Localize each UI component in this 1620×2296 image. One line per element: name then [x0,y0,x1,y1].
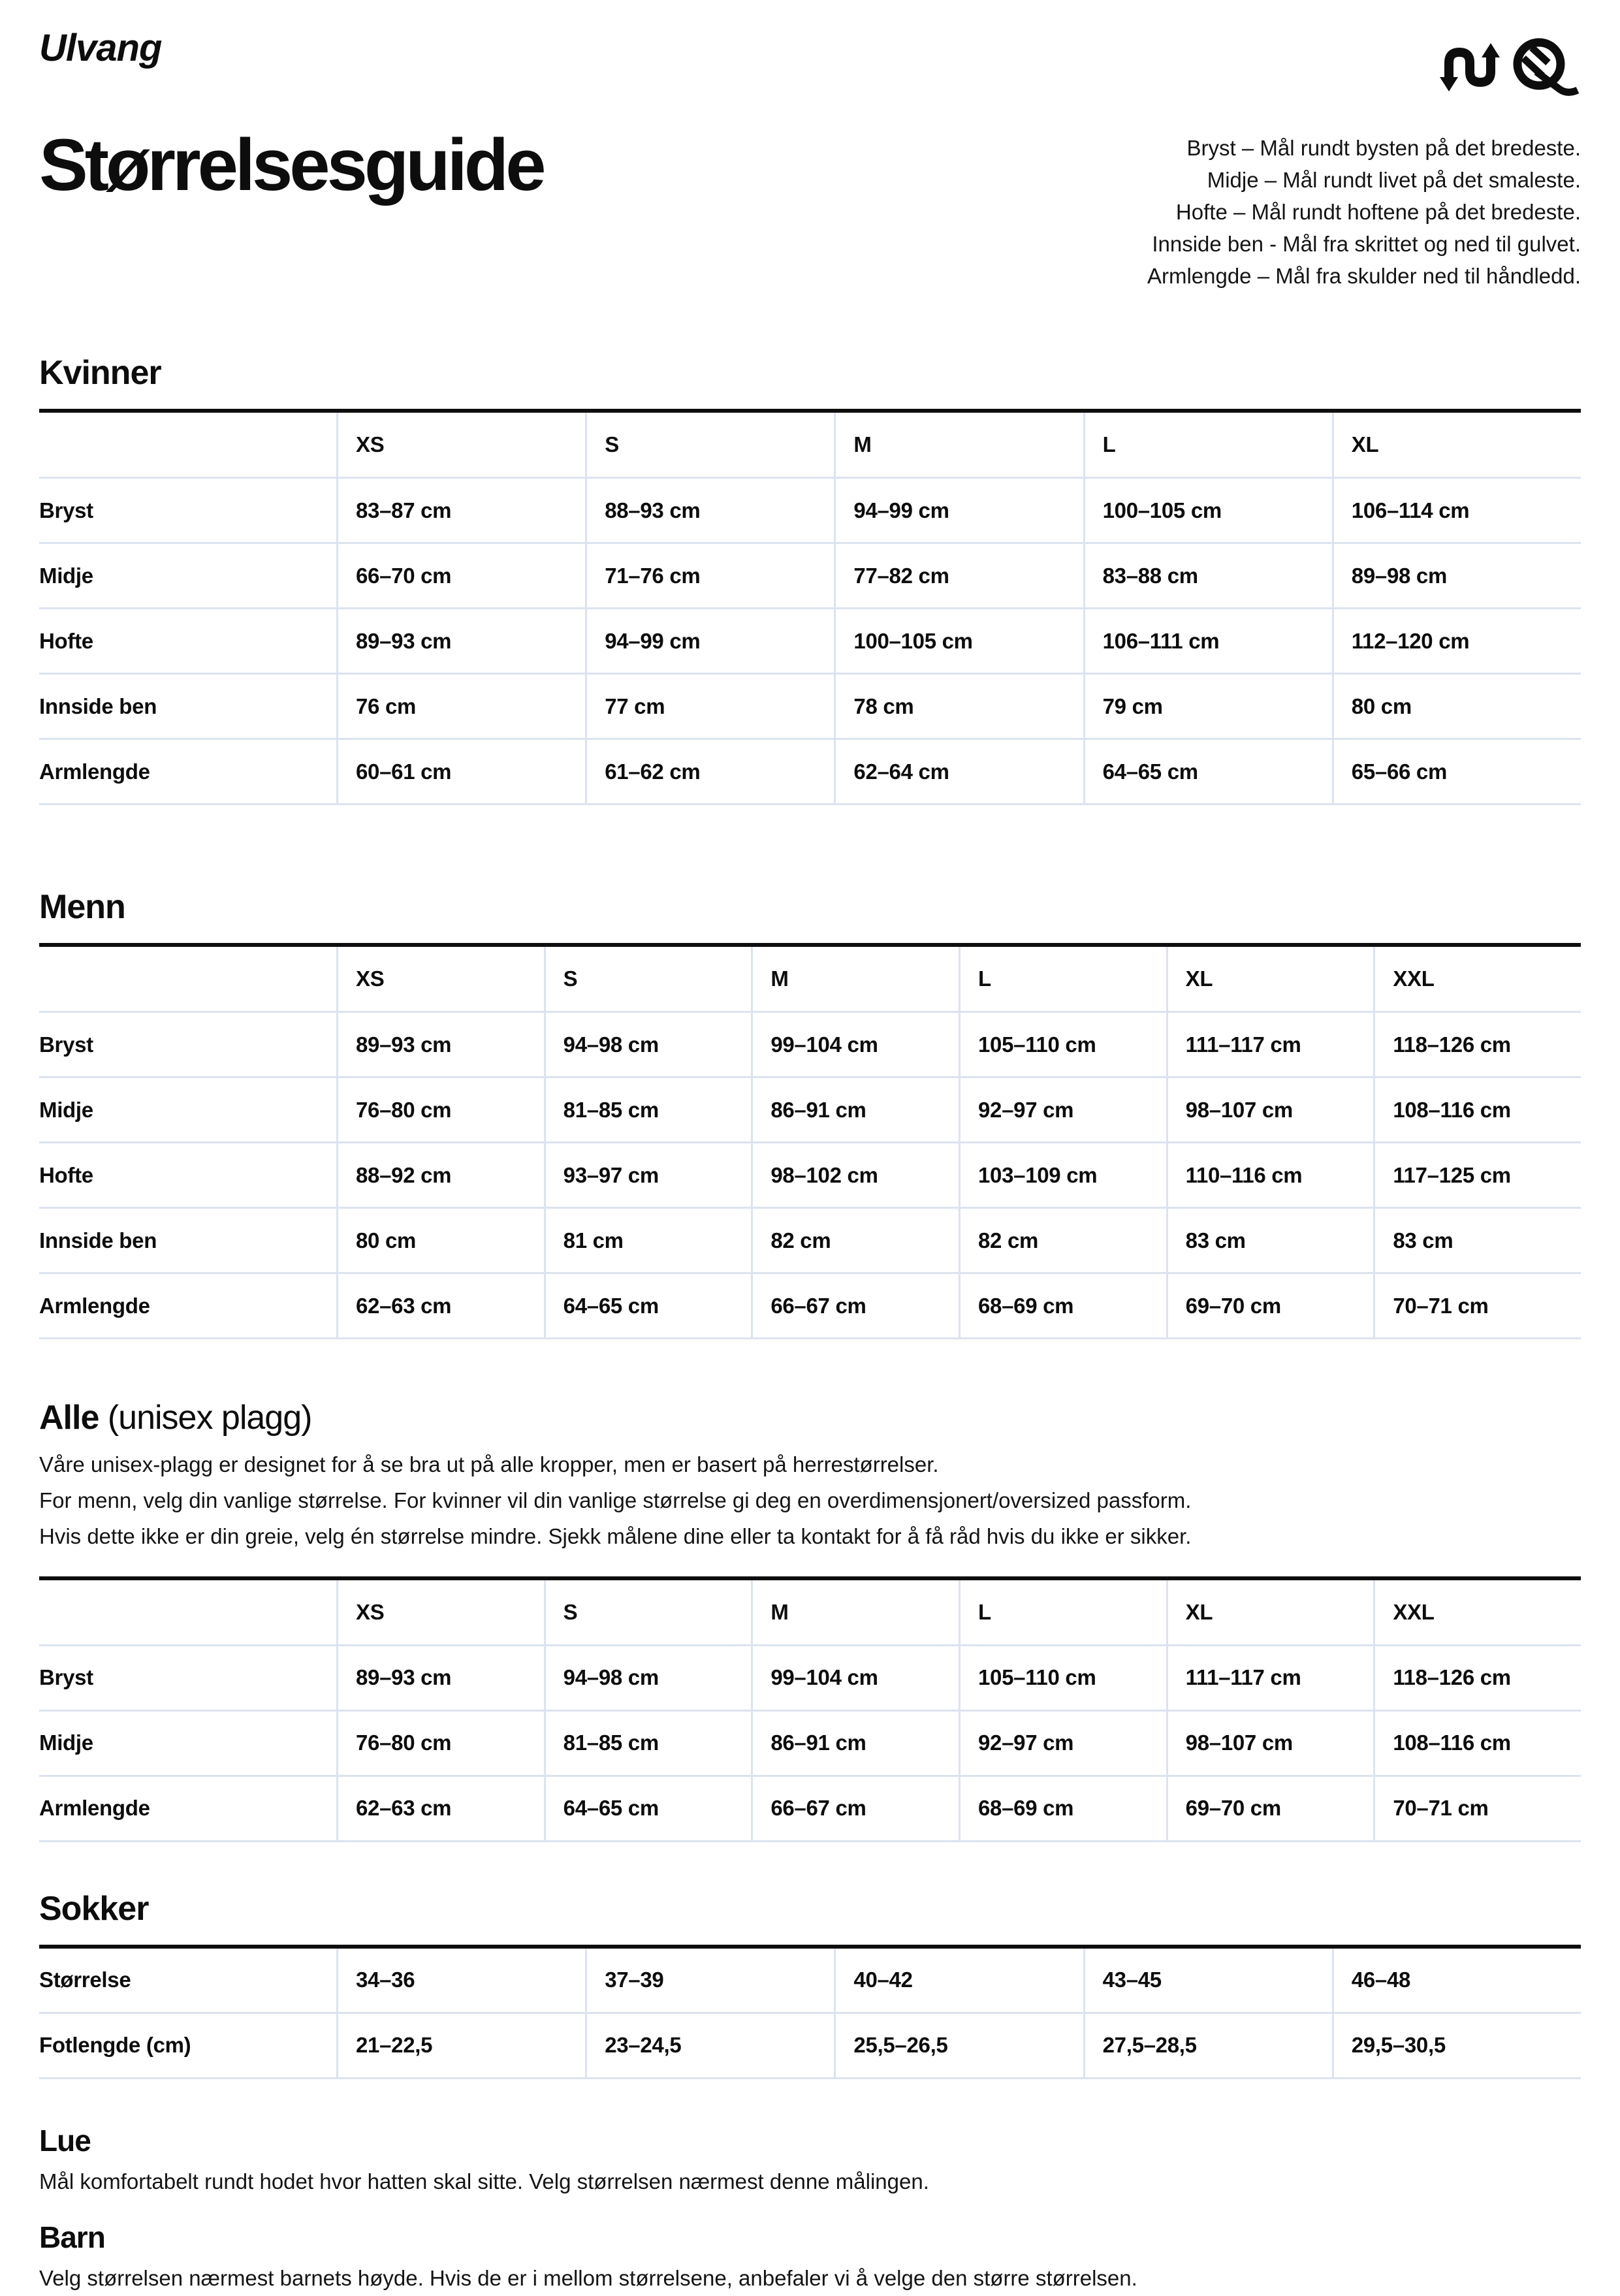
size-column-header: M [751,1580,959,1644]
size-value-cell: 86–91 cm [751,1712,959,1775]
size-value-cell: 40–42 [834,1949,1083,2012]
size-value-cell: 81–85 cm [544,1712,752,1775]
table-header-row [39,947,1581,1013]
alle-heading [39,1399,1581,1437]
sokker-heading: Sokker [39,1889,149,1928]
size-value-cell: 82 cm [751,1209,959,1272]
section-menn [39,889,1581,1339]
row-label: Midje [39,1730,93,1755]
size-value-cell: 94–99 cm [834,479,1083,542]
size-value-cell: 68–69 cm [959,1777,1166,1840]
size-value-cell: 103–109 cm [959,1143,1166,1207]
size-value-cell: 100–105 cm [1083,479,1332,542]
size-value-cell: 108–116 cm [1373,1078,1581,1141]
size-value-cell: 80 cm [336,1209,544,1272]
lue-heading: Lue [39,2123,91,2158]
size-value-cell: 111–117 cm [1166,1646,1374,1710]
table-row [39,479,1581,544]
row-label: Bryst [39,1032,93,1057]
size-value-cell: 71–76 cm [585,544,834,607]
size-value-cell: 89–93 cm [336,1013,544,1076]
size-value-cell: 93–97 cm [544,1143,752,1207]
table-header-row [39,1580,1581,1646]
alle-description-line: Våre unisex-plagg er designet for å se bra ut på alle kropper, men er basert på herrestørrelser. [39,1452,939,1476]
size-value-cell: 98–107 cm [1166,1712,1374,1775]
size-column-header: XS [336,1580,544,1644]
size-value-cell: 68–69 cm [959,1274,1166,1337]
size-column-header: XS [336,413,585,477]
table-row [39,1143,1581,1209]
size-value-cell: 76–80 cm [336,1078,544,1141]
size-value-cell: 81 cm [544,1209,752,1272]
size-column-header: S [544,1580,752,1644]
page-title: Størrelsesguide [39,124,543,206]
table-row [39,2014,1581,2079]
size-value-cell: 83–88 cm [1083,544,1332,607]
size-column-header: M [751,947,959,1011]
size-value-cell: 27,5–28,5 [1083,2014,1332,2077]
size-value-cell: 64–65 cm [1083,740,1332,803]
measure-instruction-line: Hofte – Mål rundt hoftene på det bredeste. [1175,200,1581,224]
size-value-cell: 37–39 [585,1949,834,2012]
size-value-cell: 62–64 cm [834,740,1083,803]
size-value-cell: 82 cm [959,1209,1166,1272]
table-row [39,544,1581,609]
table-row [39,1209,1581,1274]
size-value-cell: 98–102 cm [751,1143,959,1207]
size-value-cell: 62–63 cm [336,1274,544,1337]
size-value-cell: 88–93 cm [585,479,834,542]
measure-instruction-line: Bryst – Mål rundt bysten på det bredeste. [1186,136,1581,160]
size-value-cell: 23–24,5 [585,2014,834,2077]
table-row [39,1013,1581,1078]
size-value-cell: 94–98 cm [544,1646,752,1710]
row-label: Størrelse [39,1968,131,1992]
title-row [39,124,1581,292]
size-column-header: XL [1332,413,1581,477]
barn-heading: Barn [39,2220,105,2254]
size-column-header: XXL [1373,947,1581,1011]
row-label: Innside ben [39,1228,157,1252]
size-value-cell: 76 cm [336,675,585,738]
size-value-cell: 100–105 cm [834,609,1083,673]
row-label: Armlengde [39,1796,150,1821]
kvinner-table [39,409,1581,805]
table-row [39,1078,1581,1143]
row-label: Innside ben [39,694,157,718]
size-column-header: XL [1166,1580,1374,1644]
size-value-cell: 92–97 cm [959,1078,1166,1141]
barn-text: Velg størrelsen nærmest barnets høyde. Hvis de er i mellom størrelsene, anbefaler vi å velge den større størrelsen. [39,2265,1137,2290]
size-column-header: M [834,413,1083,477]
size-value-cell: 69–70 cm [1166,1777,1374,1840]
measure-instruction-line: Innside ben - Mål fra skrittet og ned til gulvet. [1152,232,1581,256]
route-arrows-icon [1435,37,1500,97]
size-value-cell: 99–104 cm [751,1646,959,1710]
lue-text: Mål komfortabelt rundt hodet hvor hatten skal sitte. Velg størrelsen nærmest denne målingen. [39,2169,929,2193]
table-row [39,1777,1581,1842]
size-column-header: XS [336,947,544,1011]
size-value-cell: 106–114 cm [1332,479,1581,542]
size-value-cell: 77 cm [585,675,834,738]
corner-cell [39,1580,336,1644]
table-row [39,675,1581,740]
size-value-cell: 92–97 cm [959,1712,1166,1775]
size-value-cell: 46–48 [1332,1949,1581,2012]
kvinner-heading: Kvinner [39,354,161,392]
size-value-cell: 78 cm [834,675,1083,738]
row-label: Bryst [39,498,93,522]
size-value-cell: 112–120 cm [1332,609,1581,673]
brand-icons [1435,27,1581,97]
size-column-header: L [959,947,1166,1011]
size-column-header: XXL [1373,1580,1581,1644]
size-column-header: XL [1166,947,1374,1011]
size-value-cell: 89–98 cm [1332,544,1581,607]
size-value-cell: 66–67 cm [751,1274,959,1337]
size-value-cell: 94–99 cm [585,609,834,673]
size-value-cell: 108–116 cm [1373,1712,1581,1775]
measure-instruction-line: Midje – Mål rundt livet på det smaleste. [1207,168,1581,192]
size-column-header: L [1083,413,1332,477]
alle-description-line: For menn, velg din vanlige størrelse. For kvinner vil din vanlige størrelse gi deg en overdimensjonert/oversized passform. [39,1488,1192,1512]
size-value-cell: 89–93 cm [336,1646,544,1710]
size-value-cell: 76–80 cm [336,1712,544,1775]
size-value-cell: 118–126 cm [1373,1646,1581,1710]
size-value-cell: 79 cm [1083,675,1332,738]
size-value-cell: 83 cm [1373,1209,1581,1272]
corner-cell [39,947,336,1011]
corner-cell [39,413,336,477]
size-value-cell: 110–116 cm [1166,1143,1374,1207]
alle-description-line: Hvis dette ikke er din greie, velg én størrelse mindre. Sjekk målene dine eller ta kontakt for å få råd hvis du ikke er sikker. [39,1523,1192,1548]
size-value-cell: 81–85 cm [544,1078,752,1141]
yarn-ball-icon [1510,37,1581,97]
size-value-cell: 69–70 cm [1166,1274,1374,1337]
size-value-cell: 83–87 cm [336,479,585,542]
size-value-cell: 66–70 cm [336,544,585,607]
size-value-cell: 66–67 cm [751,1777,959,1840]
alle-heading-strong: Alle [39,1399,99,1437]
size-value-cell: 88–92 cm [336,1143,544,1207]
menn-table [39,943,1581,1339]
section-alle [39,1399,1581,1842]
topbar [39,27,1581,80]
size-value-cell: 98–107 cm [1166,1078,1374,1141]
brand-logo: Ulvang [39,27,162,69]
section-sokker [39,1890,1581,2079]
alle-table [39,1576,1581,1842]
size-value-cell: 64–65 cm [544,1274,752,1337]
table-row [39,740,1581,805]
row-label: Hofte [39,1162,93,1187]
row-label: Midje [39,1097,93,1122]
size-value-cell: 70–71 cm [1373,1777,1581,1840]
row-label: Armlengde [39,759,150,784]
size-value-cell: 77–82 cm [834,544,1083,607]
size-value-cell: 60–61 cm [336,740,585,803]
table-row [39,1646,1581,1712]
size-column-header: L [959,1580,1166,1644]
size-value-cell: 70–71 cm [1373,1274,1581,1337]
size-value-cell: 86–91 cm [751,1078,959,1141]
size-value-cell: 105–110 cm [959,1646,1166,1710]
size-value-cell: 64–65 cm [544,1777,752,1840]
row-label: Fotlengde (cm) [39,2033,191,2058]
size-value-cell: 89–93 cm [336,609,585,673]
table-row [39,1712,1581,1777]
section-kvinner [39,355,1581,805]
size-column-header: S [585,413,834,477]
size-value-cell: 94–98 cm [544,1013,752,1076]
measure-instruction-line: Armlengde – Mål fra skulder ned til håndledd. [1147,264,1581,288]
size-value-cell: 21–22,5 [336,2014,585,2077]
size-value-cell: 29,5–30,5 [1332,2014,1581,2077]
size-value-cell: 34–36 [336,1949,585,2012]
alle-description [39,1446,1581,1554]
size-value-cell: 43–45 [1083,1949,1332,2012]
size-column-header: S [544,947,752,1011]
table-row [39,1274,1581,1339]
alle-heading-note: (unisex plagg) [107,1399,312,1437]
size-value-cell: 118–126 cm [1373,1013,1581,1076]
row-label: Midje [39,563,93,588]
section-lue [39,2124,1581,2199]
table-row [39,1949,1581,2014]
size-value-cell: 117–125 cm [1373,1143,1581,1207]
table-header-row [39,413,1581,479]
menn-heading: Menn [39,888,125,927]
row-label: Hofte [39,628,93,653]
row-label: Bryst [39,1665,93,1690]
size-value-cell: 105–110 cm [959,1013,1166,1076]
size-value-cell: 106–111 cm [1083,609,1332,673]
size-value-cell: 99–104 cm [751,1013,959,1076]
size-value-cell: 111–117 cm [1166,1013,1374,1076]
size-value-cell: 25,5–26,5 [834,2014,1083,2077]
measure-instructions [1147,127,1581,292]
size-value-cell: 62–63 cm [336,1777,544,1840]
sokker-table [39,1945,1581,2079]
row-label: Armlengde [39,1293,150,1318]
size-value-cell: 83 cm [1166,1209,1374,1272]
size-value-cell: 61–62 cm [585,740,834,803]
size-value-cell: 80 cm [1332,675,1581,738]
section-barn [39,2220,1581,2296]
size-value-cell: 65–66 cm [1332,740,1581,803]
table-row [39,609,1581,675]
